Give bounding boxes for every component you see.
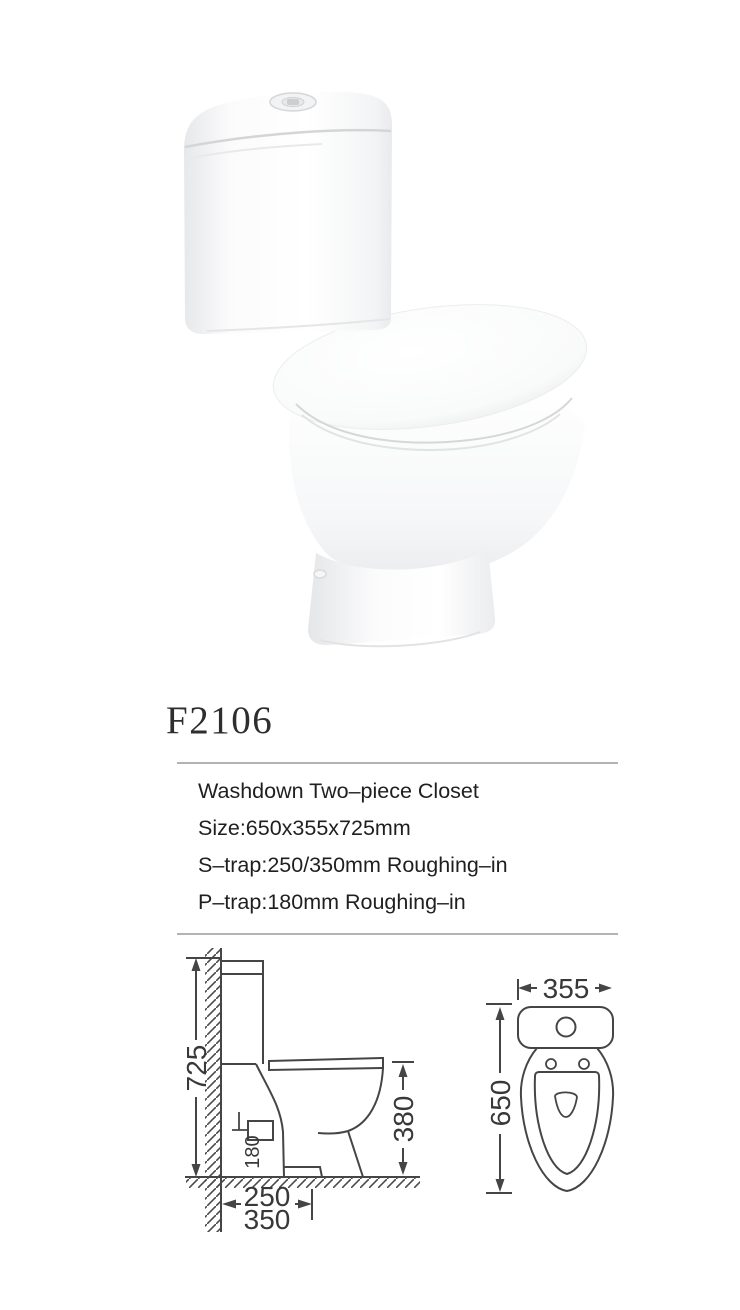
seat-hinge-right <box>579 1059 589 1069</box>
dim-label-roughing-in-350: 350 <box>243 1204 291 1235</box>
tank-outline-top <box>518 1007 613 1048</box>
dim-650-arrow-up <box>496 1007 505 1020</box>
dim-label-seat-height: 380 <box>388 1095 419 1143</box>
seat-ring-top <box>535 1072 599 1174</box>
product-photo <box>150 75 610 650</box>
dim-roughing-in <box>222 1181 312 1235</box>
technical-drawing <box>140 935 700 1260</box>
water-spot <box>555 1092 577 1117</box>
dim-355-arrow-right <box>599 984 612 993</box>
spec-line-size: Size:650x355x725mm <box>198 816 411 840</box>
bowl-under-curve <box>318 1131 348 1134</box>
foot-front-edge <box>348 1131 363 1177</box>
dim-250-arrow-left <box>222 1200 236 1209</box>
dim-seat-height <box>388 1062 419 1175</box>
dim-380-arrow-up <box>399 1064 408 1077</box>
toilet-tank <box>184 92 392 334</box>
dim-380-arrow-down <box>399 1162 408 1175</box>
seat-hinge-left <box>546 1059 556 1069</box>
dim-width <box>518 973 612 1004</box>
dim-label-depth: 650 <box>485 1079 516 1127</box>
dim-label-p-trap-height: 180 <box>242 1135 264 1169</box>
flush-button-top <box>557 1018 576 1037</box>
dim-depth <box>485 1004 516 1193</box>
dim-label-width: 355 <box>542 973 590 1004</box>
dim-label-overall-height: 725 <box>181 1044 212 1092</box>
foot-back-ledge <box>284 1167 322 1177</box>
floor-hatch <box>186 1177 420 1188</box>
seat-outline-side <box>269 1058 383 1070</box>
spec-line-p-trap: P–trap:180mm Roughing–in <box>198 890 466 914</box>
dim-355-arrow-left <box>518 984 531 993</box>
dim-label-roughing-in-250: 250 <box>243 1181 291 1212</box>
top-view-drawing <box>485 973 613 1193</box>
dim-650-arrow-down <box>496 1179 505 1192</box>
spec-line-s-trap: S–trap:250/350mm Roughing–in <box>198 853 508 877</box>
bowl-outline-top <box>521 1048 613 1191</box>
dim-725-arrow-down <box>192 1164 201 1177</box>
dim-250-arrow-right <box>298 1200 312 1209</box>
trap-dim-tick <box>232 1112 248 1130</box>
drain-cap <box>314 570 326 578</box>
spec-panel <box>177 762 618 935</box>
bowl-front-curve <box>348 1068 383 1131</box>
side-view-drawing <box>181 948 420 1235</box>
tank-outline-side <box>221 961 263 1064</box>
flush-button-detail <box>287 99 299 105</box>
spec-line-closet-type: Washdown Two–piece Closet <box>198 779 479 803</box>
product-model: F2106 <box>166 699 274 742</box>
dim-725-arrow-up <box>192 958 201 971</box>
